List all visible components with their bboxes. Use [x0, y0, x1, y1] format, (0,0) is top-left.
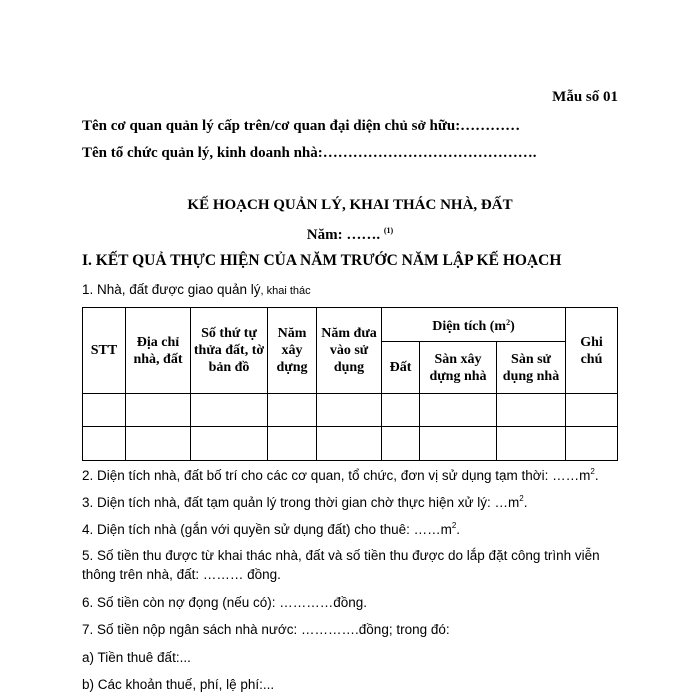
item-5-line-1: 5. Số tiền thu được từ khai thác nhà, đất và số tiền thu được do lắp đặt công trình viễn	[82, 548, 600, 563]
table-cell	[317, 427, 382, 461]
period: .	[594, 468, 599, 483]
table-cell	[566, 394, 618, 427]
table-cell	[382, 394, 420, 427]
header-area-label: Diện tích (m	[432, 319, 507, 334]
header-land: Đất	[382, 342, 420, 394]
property-table	[82, 307, 618, 461]
table-cell	[268, 427, 317, 461]
unit-sup: 2	[590, 467, 595, 476]
table-cell	[191, 427, 268, 461]
managing-org-line: Tên tổ chức quản lý, kinh doanh nhà:…………………………………….	[82, 145, 537, 161]
header-area-close: )	[510, 319, 515, 334]
header-floor-building: Sàn xây dựng nhà	[420, 342, 497, 394]
period: .	[456, 522, 461, 537]
header-parcel: Số thứ tự thửa đất, tờ bản đồ	[191, 308, 268, 394]
item-2	[82, 467, 599, 483]
item-1-suffix: , khai thác	[260, 285, 311, 297]
table-row	[83, 394, 618, 427]
header-stt: STT	[83, 308, 126, 394]
item-7b: b) Các khoản thuế, phí, lệ phí:...	[82, 677, 275, 692]
table-cell	[83, 427, 126, 461]
table-cell	[420, 427, 497, 461]
table-cell	[317, 394, 382, 427]
item-7a: a) Tiền thuê đất:...	[82, 650, 191, 665]
form-number: Mẫu số 01	[552, 89, 618, 105]
item-4	[82, 521, 460, 537]
item-1	[82, 282, 311, 297]
table-cell	[497, 427, 566, 461]
unit-sup: 2	[519, 494, 524, 503]
section-heading: I. KẾT QUẢ THỰC HIỆN CỦA NĂM TRƯỚC NĂM LẬP KẾ HOẠCH	[82, 252, 562, 269]
header-use-year: Năm đưa vào sử dụng	[317, 308, 382, 394]
item-3	[82, 494, 527, 510]
plan-year	[0, 226, 700, 244]
header-floor-used: Sàn sử dụng nhà	[497, 342, 566, 394]
table-cell	[268, 394, 317, 427]
table-row	[83, 427, 618, 461]
item-1-text: 1. Nhà, đất được giao quản lý	[82, 282, 261, 297]
item-2-text: 2. Diện tích nhà, đất bố trí cho các cơ quan, tổ chức, đơn vị sử dụng tạm thời: ……m	[82, 468, 591, 483]
header-area-unit: 2	[506, 318, 511, 327]
table-cell	[497, 394, 566, 427]
item-7: 7. Số tiền nộp ngân sách nhà nước: ………….đồng; trong đó:	[82, 622, 450, 637]
unit-sup: 2	[451, 521, 457, 530]
owner-agency-line: Tên cơ quan quản lý cấp trên/cơ quan đại diện chủ sở hữu:…………	[82, 118, 521, 134]
year-footnote: (1)	[383, 226, 394, 235]
table-cell	[566, 427, 618, 461]
table-cell	[191, 394, 268, 427]
item-5-line-2: thông trên nhà, đất: ……… đồng.	[82, 567, 281, 582]
header-note: Ghi chú	[566, 308, 618, 394]
table-cell	[382, 427, 420, 461]
header-built-year: Năm xây dựng	[268, 308, 317, 394]
table-cell	[83, 394, 126, 427]
period: .	[523, 495, 528, 510]
item-6: 6. Số tiền còn nợ đọng (nếu có): …………đồng.	[82, 595, 368, 610]
header-area	[382, 308, 566, 342]
table-cell	[420, 394, 497, 427]
table-cell	[126, 394, 191, 427]
document-title: KẾ HOẠCH QUẢN LÝ, KHAI THÁC NHÀ, ĐẤT	[187, 197, 513, 213]
year-label: Năm: …….	[306, 227, 381, 243]
item-4-text: 4. Diện tích nhà (gắn với quyền sử dụng đất) cho thuê: ……m	[82, 522, 452, 537]
header-address: Địa chỉ nhà, đất	[126, 308, 191, 394]
table-cell	[126, 427, 191, 461]
item-3-text: 3. Diện tích nhà, đất tạm quản lý trong thời gian chờ thực hiện xử lý: …m	[82, 495, 520, 510]
